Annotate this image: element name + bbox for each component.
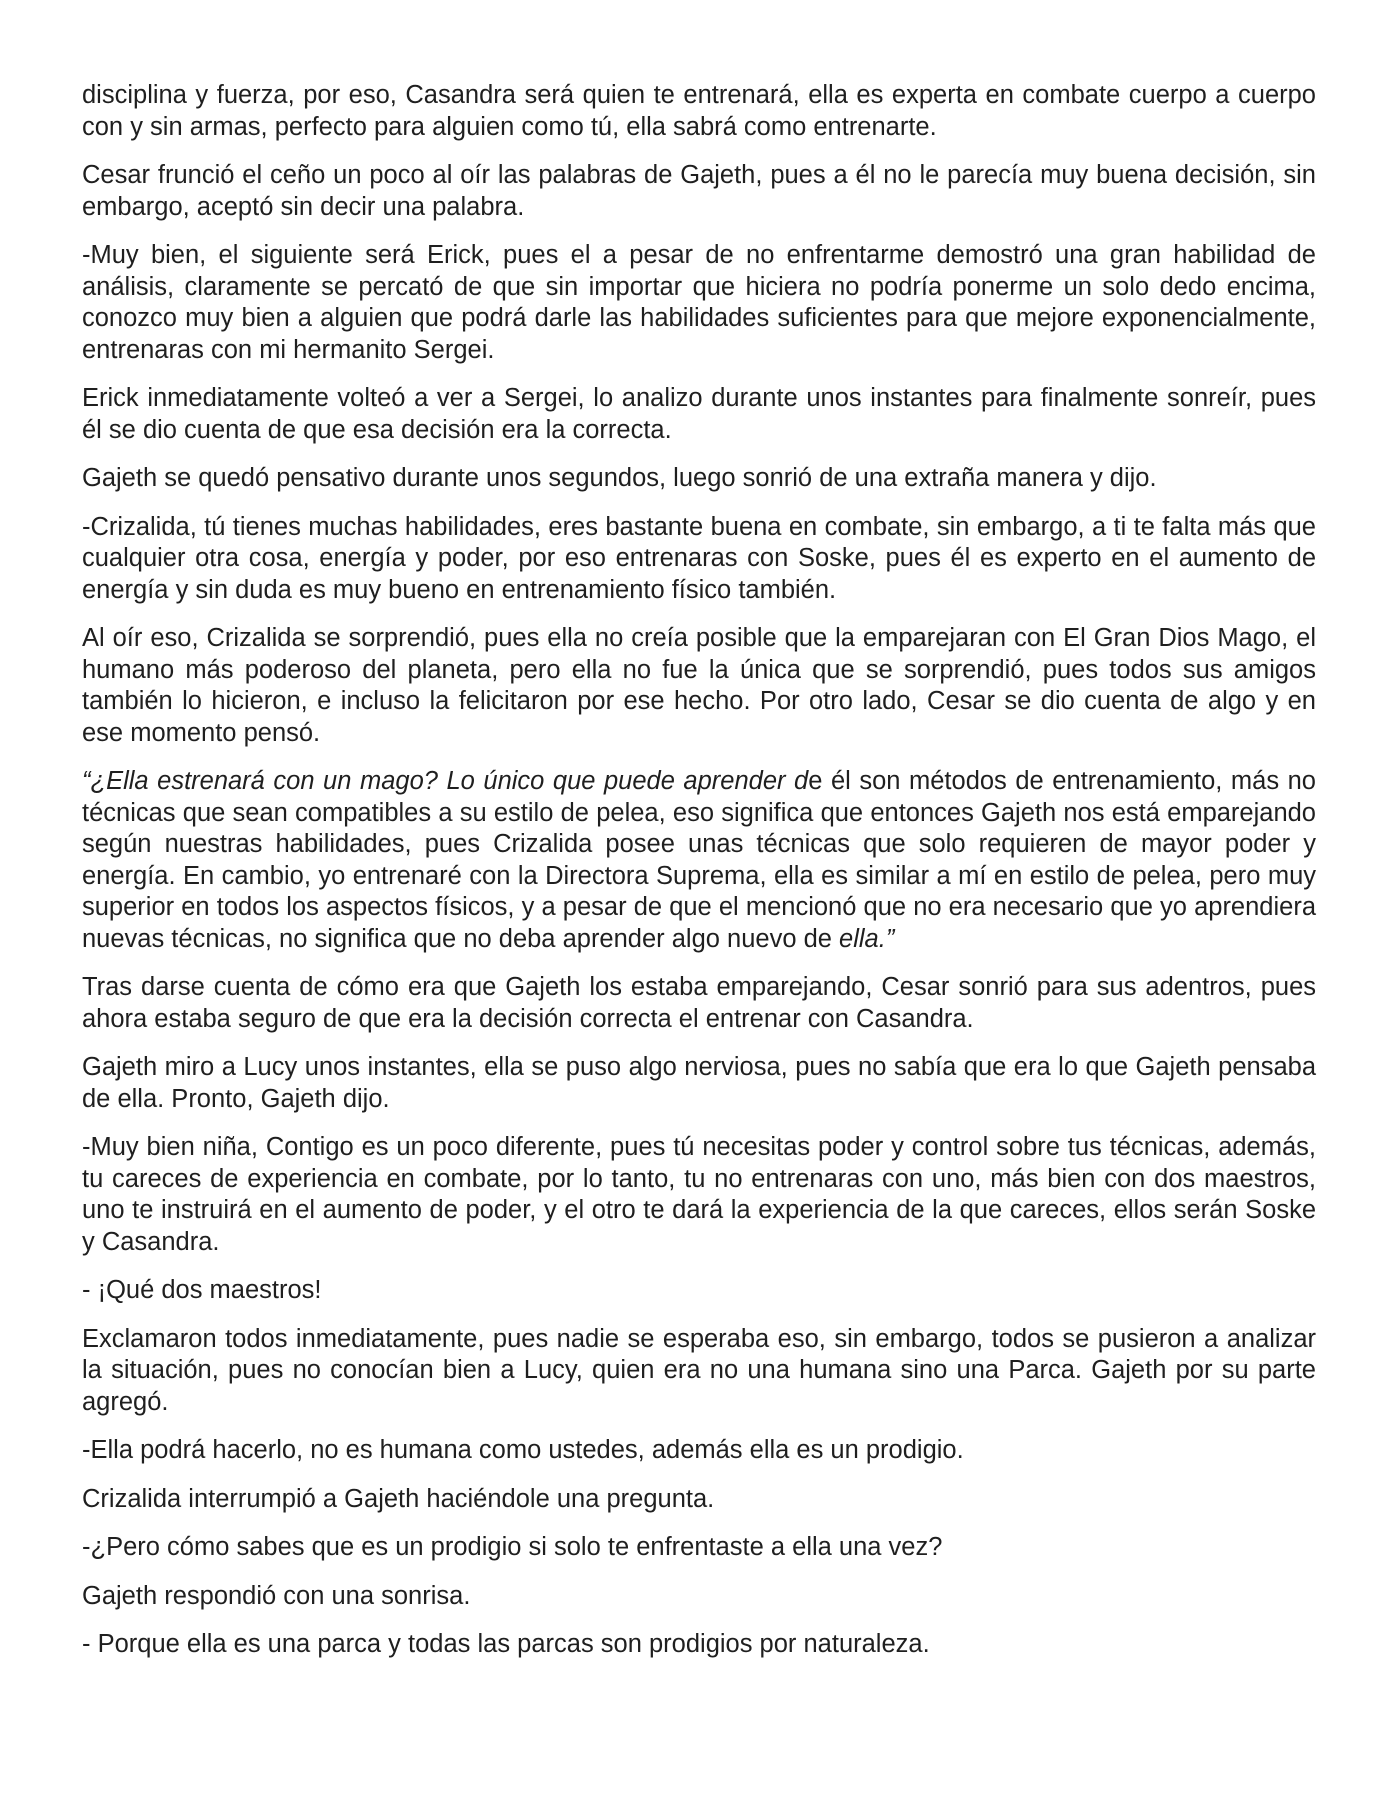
paragraph-10: -Muy bien niña, Contigo es un poco diferente, pues tú necesitas poder y control sobre tus técnicas, además, tu careces de experiencia en combate, por lo tanto, tu no entrenaras con uno, más bien con dos maestros, uno te instruirá en el aumento de poder, y el otro te dará la experiencia de la que careces, ellos serán Soske y Casandra. [82, 1133, 1316, 1256]
document-page [82, 80, 1316, 1678]
paragraph-6: -Crizalida, tú tienes muchas habilidades, eres bastante buena en combate, sin embargo, a ti te falta más que cualquier otra cosa, energía y poder, por eso entrenaras con Soske, pues él es experto en el aumento de energía y sin duda es muy bueno en entrenamiento físico también. [82, 512, 1316, 604]
thought-italic-end: ella.” [839, 924, 895, 953]
paragraph-13: -Ella podrá hacerlo, no es humana como ustedes, además ella es un prodigio. [82, 1436, 964, 1464]
paragraph-7: Al oír eso, Crizalida se sorprendió, pues ella no creía posible que la emparejaran con El Gran Dios Mago, el humano más poderoso del planeta, pero ella no fue la única que se sorprendió, pues todos sus amigos también lo hicieron, e incluso la felicitaron por ese hecho. Por otro lado, Cesar se dio cuenta de algo y en ese momento pensó. [82, 624, 1316, 747]
paragraph-5: Gajeth se quedó pensativo durante unos segundos, luego sonrió de una extraña manera y dijo. [82, 464, 1157, 492]
thought-middle: e él son métodos de entrenamiento, más no técnicas que sean compatibles a su estilo de pelea, eso significa que entonces Gajeth nos está emparejando según nuestras habilidades, pues Crizalida posee unas técnicas que solo requieren de mayor poder y energía. En cambio, yo entrenaré con la Directora Suprema, ella es similar a mí en estilo de pelea, pero muy superior en todos los aspectos físicos, y a pesar de que el mencionó que no era necesario que yo aprendiera nuevas técnicas, no significa que no deba aprender algo nuevo de [82, 767, 1316, 953]
paragraph-3: -Muy bien, el siguiente será Erick, pues el a pesar de no enfrentarme demostró una gran habilidad de análisis, claramente se percató de que sin importar que hiciera no podría ponerme un solo dedo encima, conozco muy bien a alguien que podrá darle las habilidades suficientes para que mejore exponencialmente, entrenaras con mi hermanito Sergei. [82, 241, 1316, 364]
paragraph-16: Gajeth respondió con una sonrisa. [82, 1581, 471, 1610]
paragraph-9: Gajeth miro a Lucy unos instantes, ella se puso algo nerviosa, pues no sabía que era lo que Gajeth pensaba de ella. Pronto, Gajeth dijo. [82, 1053, 1316, 1113]
thought-paragraph [82, 766, 1316, 955]
paragraph-2: Cesar frunció el ceño un poco al oír las palabras de Gajeth, pues a él no le parecía muy buena decisión, sin embargo, aceptó sin decir una palabra. [82, 161, 1316, 221]
paragraph-8: Tras darse cuenta de cómo era que Gajeth los estaba emparejando, Cesar sonrió para sus adentros, pues ahora estaba seguro de que era la decisión correcta el entrenar con Casandra. [82, 973, 1316, 1033]
paragraph-14: Crizalida interrumpió a Gajeth haciéndole una pregunta. [82, 1484, 715, 1513]
paragraph-11: - ¡Qué dos maestros! [82, 1276, 322, 1304]
paragraph-12: Exclamaron todos inmediatamente, pues nadie se esperaba eso, sin embargo, todos se pusieron a analizar la situación, pues no conocían bien a Lucy, quien era no una humana sino una Parca. Gajeth por su parte agregó. [82, 1324, 1316, 1416]
thought-italic-start: “¿Ella estrenará con un mago? Lo único que puede aprender d [82, 767, 809, 795]
paragraph-1: disciplina y fuerza, por eso, Casandra será quien te entrenará, ella es experta en combate cuerpo a cuerpo con y sin armas, perfecto para alguien como tú, ella sabrá como entrenarte. [82, 81, 1316, 141]
paragraph-15: -¿Pero cómo sabes que es un prodigio si solo te enfrentaste a ella una vez? [82, 1533, 943, 1561]
paragraph-17: - Porque ella es una parca y todas las parcas son prodigios por naturaleza. [82, 1630, 930, 1658]
paragraph-4: Erick inmediatamente volteó a ver a Sergei, lo analizo durante unos instantes para finalmente sonreír, pues él se dio cuenta de que esa decisión era la correcta. [82, 384, 1316, 444]
